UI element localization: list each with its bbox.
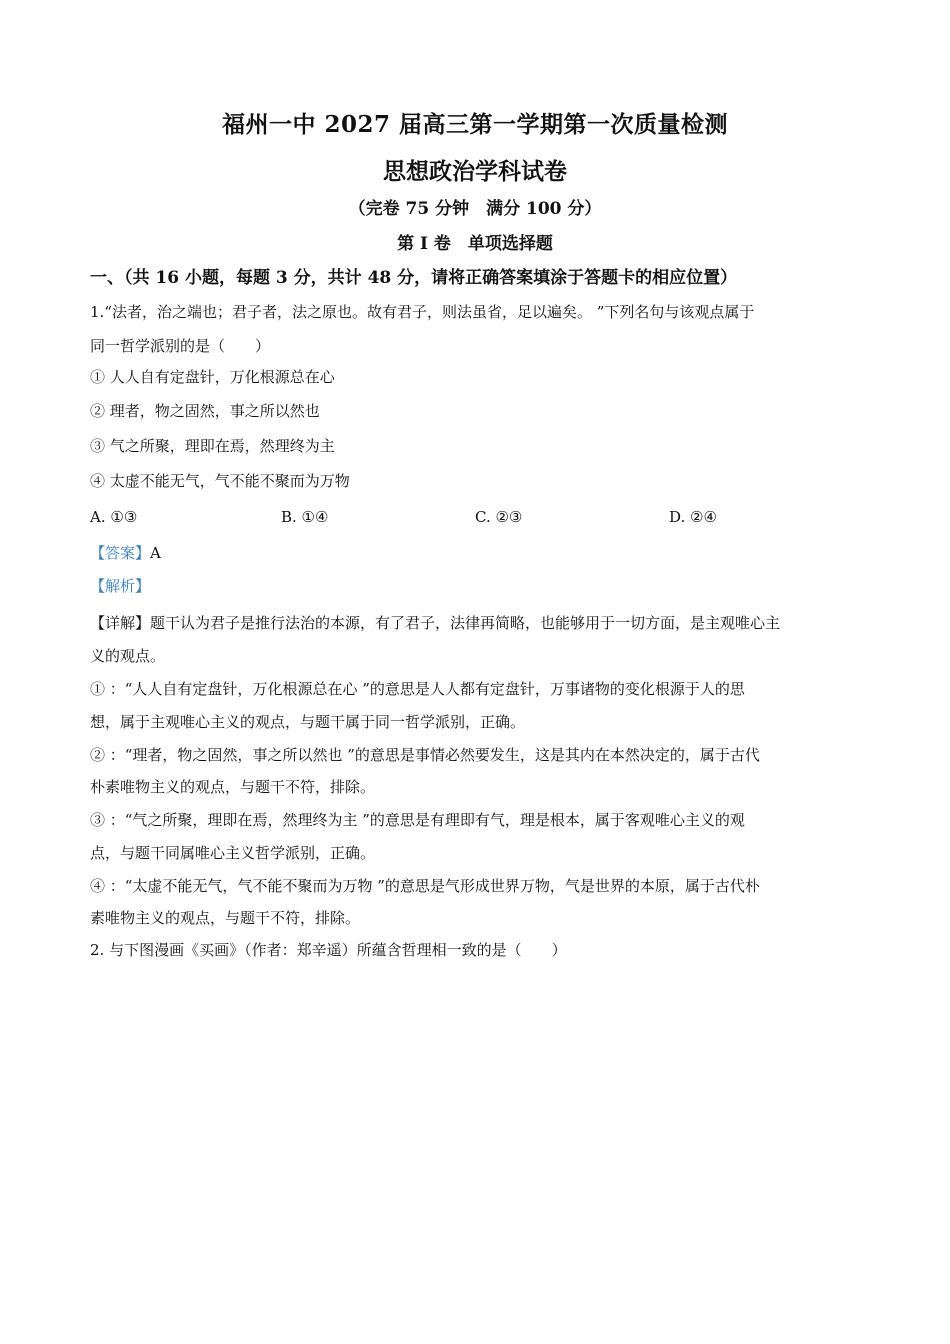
exam-info: （完卷 75 分钟 满分 100 分） bbox=[348, 199, 602, 219]
q1-detail-line1 bbox=[90, 613, 780, 633]
q1-explain-line: ① ：“人人自有定盘针，万化根源总在心 ”的意思是人人都有定盘针，万事诸物的变化根源于人的思 bbox=[90, 680, 745, 698]
q1-item-1: ① 人人自有定盘针，万化根源总在心 bbox=[90, 368, 335, 386]
q1-explain-line: 点，与题干同属唯心主义哲学派别，正确。 bbox=[90, 844, 376, 862]
q2-stem: 2. 与下图漫画《买画》（作者：郑辛遥）所蕴含哲理相一致的是（ ） bbox=[90, 941, 567, 959]
answer-label: 【答案】 bbox=[90, 544, 151, 562]
q1-stem-line2: 同一哲学派别的是（ ） bbox=[90, 337, 271, 355]
q1-answer bbox=[90, 543, 161, 563]
q1-item-2: ② 理者，物之固然，事之所以然也 bbox=[90, 402, 320, 420]
q1-explain-line: ④ ：“太虚不能无气，气不能不聚而为万物 ”的意思是气形成世界万物，气是世界的本原，属于古代朴 bbox=[90, 877, 760, 895]
q1-detail-line2: 义的观点。 bbox=[90, 647, 166, 665]
q1-stem-line1: 1.“法者，治之端也；君子者，法之原也。故有君子，则法虽省，足以遍矣。 ”下列名句与该观点属于 bbox=[90, 303, 755, 321]
q1-explain-line: 素唯物主义的观点，与题干不符，排除。 bbox=[90, 909, 361, 927]
detail-text: 题干认为君子是推行法治的本源，有了君子，法律再简略，也能够用于一切方面，是主观唯心主 bbox=[150, 614, 781, 632]
answer-value: A bbox=[150, 544, 161, 562]
q1-explain-line: 想，属于主观唯心主义的观点，与题干属于同一哲学派别，正确。 bbox=[90, 713, 526, 731]
section-heading: 一、（共 16 小题，每题 3 分，共计 48 分，请将正确答案填涂于答题卡的相应位置） bbox=[90, 268, 738, 288]
part-title: 第 I 卷 单项选择题 bbox=[397, 234, 553, 254]
q1-item-3: ③ 气之所聚，理即在焉，然理终为主 bbox=[90, 437, 335, 455]
detail-label: 【详解】 bbox=[90, 614, 151, 632]
analysis-label: 【解析】 bbox=[90, 577, 151, 595]
q1-item-4: ④ 太虚不能无气，气不能不聚而为万物 bbox=[90, 472, 350, 490]
subject-title: 思想政治学科试卷 bbox=[383, 158, 567, 185]
q1-explain-line: 朴素唯物主义的观点，与题干不符，排除。 bbox=[90, 778, 376, 796]
q1-option-d: D. ②④ bbox=[669, 508, 717, 526]
q1-option-a: A. ①③ bbox=[90, 508, 138, 526]
q1-explain-line: ② ：“理者，物之固然，事之所以然也 ”的意思是事情必然要发生，这是其内在本然决定的，属于古代 bbox=[90, 746, 760, 764]
q1-option-c: C. ②③ bbox=[475, 508, 523, 526]
q1-explain-line: ③ ：“气之所聚，理即在焉，然理终为主 ”的意思是有理即有气，理是根本，属于客观唯心主义的观 bbox=[90, 811, 745, 829]
q1-option-b: B. ①④ bbox=[281, 508, 329, 526]
exam-title: 福州一中 2027 届高三第一学期第一次质量检测 bbox=[221, 111, 729, 138]
